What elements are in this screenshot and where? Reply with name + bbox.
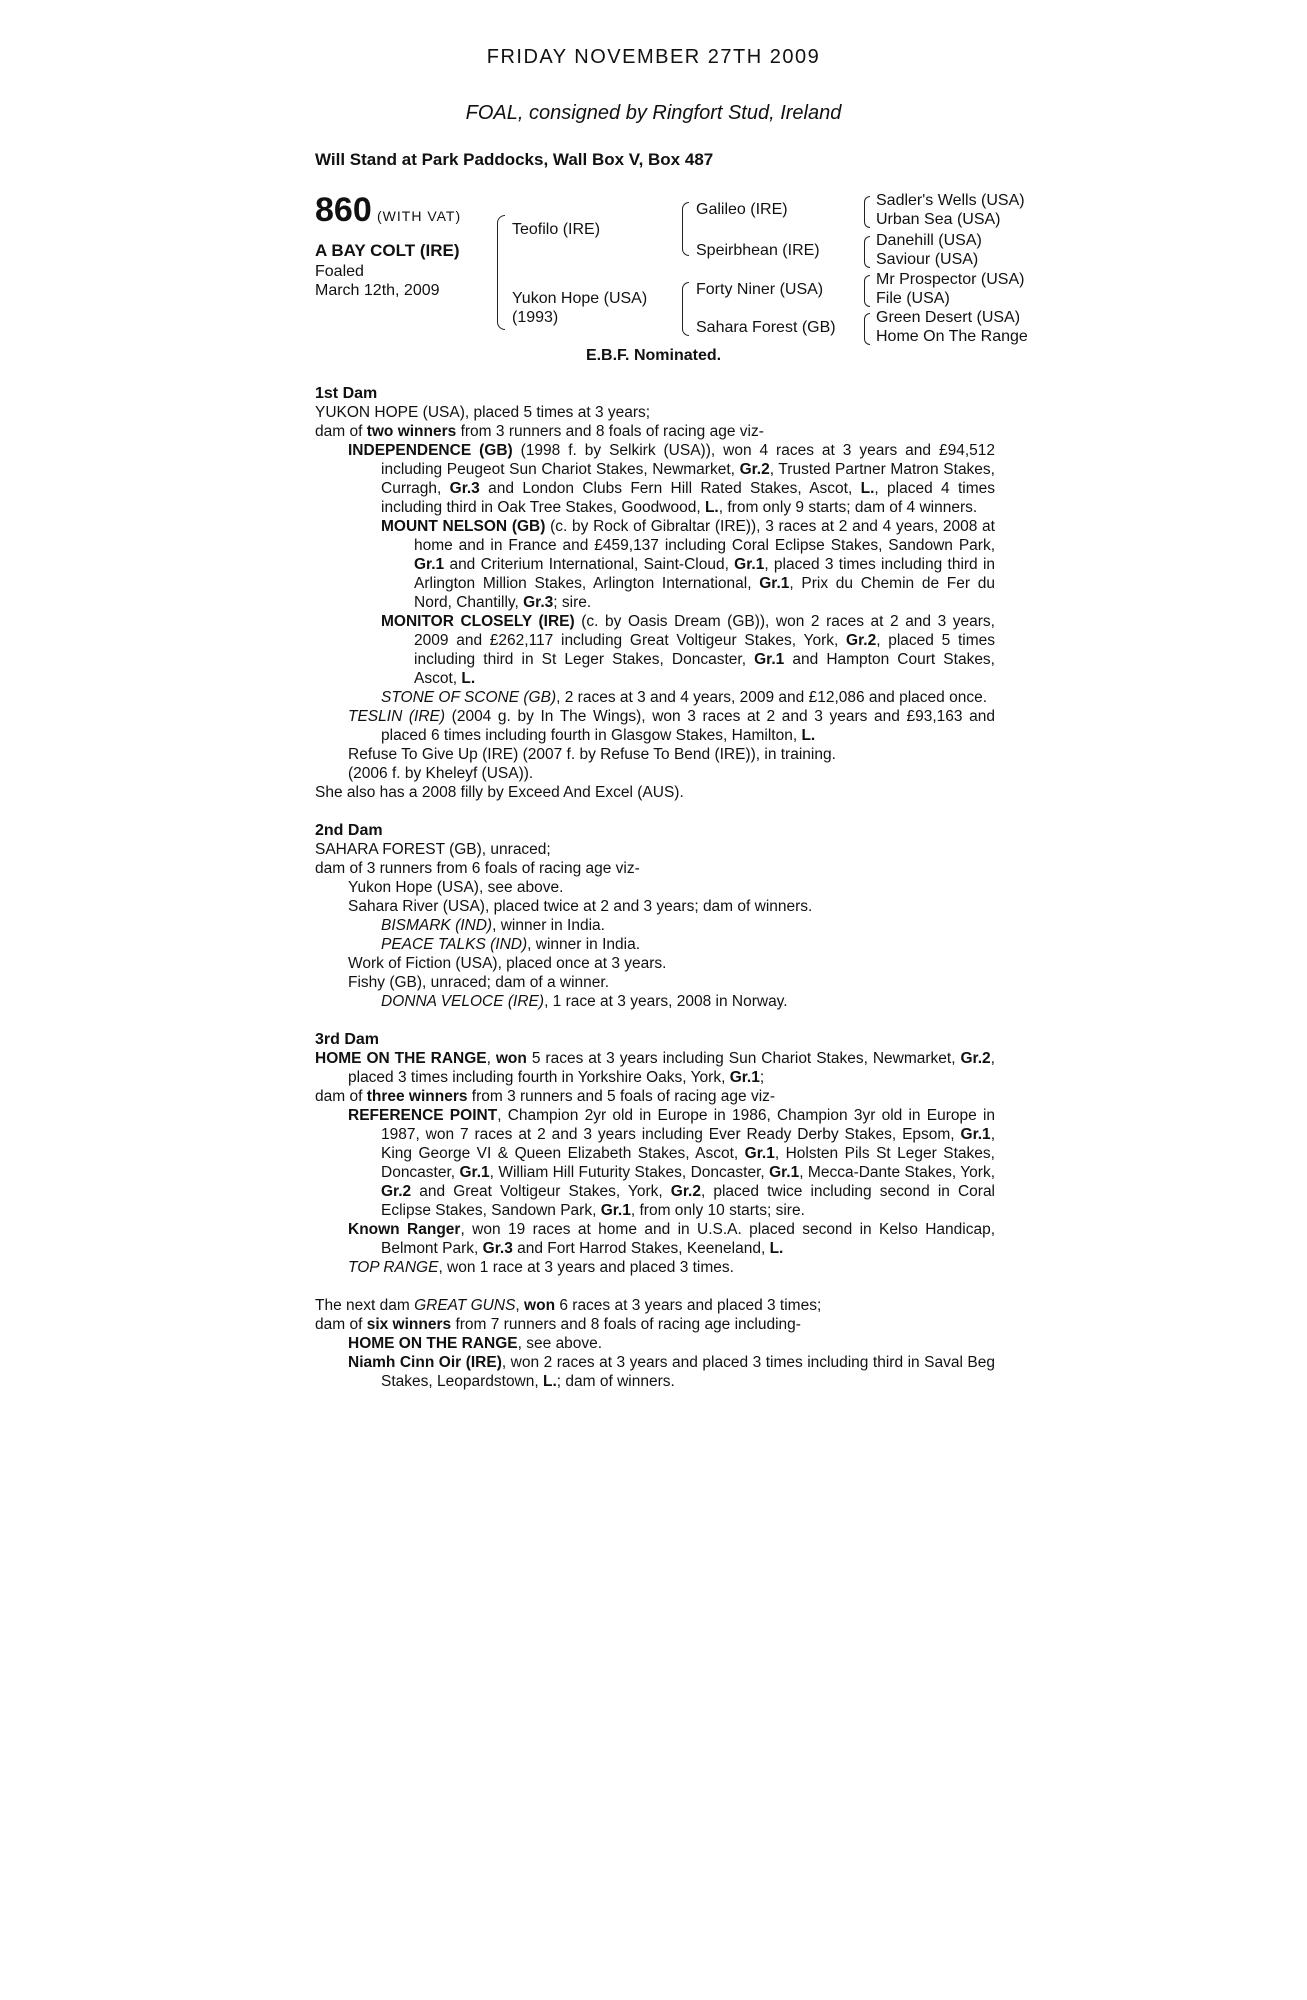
produce-refuse-to-give-up: Refuse To Give Up (IRE) (2007 f. by Refuse To Bend (IRE)), in training.: [348, 746, 836, 763]
produce-known-ranger: Known Ranger, won 19 races at home and in U.S.A. placed second in Kelso Handicap, Belmont Park, Gr.3 and Fort Harrod Stakes, Keeneland, L.: [348, 1221, 995, 1257]
sire-line-brace: [682, 202, 689, 256]
produce-monitor-closely: MONITOR CLOSELY (IRE) (c. by Oasis Dream (GB)), won 2 races at 2 and 3 years, 2009 and £262,117 including Great Voltigeur Stakes, York, Gr.2, placed 5 times including third in St Leger Stakes, Doncaster, Gr.1 and Hampton Court Stakes, Ascot, L.: [381, 613, 995, 687]
vat-note: (WITH VAT): [377, 208, 462, 224]
second-dam-produce-line: dam of 3 runners from 6 foals of racing age viz-: [315, 860, 640, 877]
lot-number: 860: [315, 191, 372, 229]
pedigree-ddd: Home On The Range: [876, 328, 1028, 345]
pedigree-dsd: File (USA): [876, 290, 950, 307]
produce-independence: INDEPENDENCE (GB) (1998 f. by Selkirk (USA)), won 4 races at 3 years and £94,512 including Peugeot Sun Chariot Stakes, Newmarket, Gr.2, Trusted Partner Matron Stakes, Curragh, Gr.3 and London Clubs Fern Hill Rated Stakes, Ascot, L., placed 4 times including third in Oak Tree Stakes, Goodwood, L., from only 9 starts; dam of 4 winners.: [348, 442, 996, 516]
third-dam-heading: 3rd Dam: [315, 1031, 380, 1048]
pedigree-sire: Teofilo (IRE): [512, 221, 601, 238]
produce-teslin: TESLIN (IRE) (2004 g. by In The Wings), won 3 races at 2 and 3 years and £93,163 and placed 6 times including fourth in Glasgow Stakes, Hamilton, L.: [348, 708, 995, 744]
produce-reference-point: REFERENCE POINT, Champion 2yr old in Europe in 1986, Champion 3yr old in Europe in 1987, won 7 races at 2 and 3 years including Ever Ready Derby Stakes, Epsom, Gr.1, King George VI & Queen Elizabeth Stakes, Ascot, Gr.1, Holsten Pils St Leger Stakes, Doncaster, Gr.1, William Hill Futurity Stakes, Doncaster, Gr.1, Mecca-Dante Stakes, York, Gr.2 and Great Voltigeur Stakes, York, Gr.2, placed twice including second in Coral Eclipse Stakes, Sandown Park, Gr.1, from only 10 starts; sire.: [348, 1107, 996, 1219]
produce-kheleyf-filly: (2006 f. by Kheleyf (USA)).: [348, 765, 534, 782]
produce-top-range: TOP RANGE, won 1 race at 3 years and placed 3 times.: [348, 1259, 734, 1276]
second-dam-r2: Sahara River (USA), placed twice at 2 and 3 years; dam of winners.: [348, 898, 813, 915]
foaled-info: [315, 262, 440, 300]
second-dam-r6: Fishy (GB), unraced; dam of a winner.: [348, 974, 610, 991]
foaled-label: Foaled: [315, 263, 364, 280]
sale-date: FRIDAY NOVEMBER 27TH 2009: [486, 46, 821, 68]
ebf-note: E.B.F. Nominated.: [585, 347, 722, 364]
pedigree-ssd: Urban Sea (USA): [876, 211, 1001, 228]
brace-dd: [864, 313, 870, 345]
first-dam-heading: 1st Dam: [315, 385, 378, 402]
second-dam-r7: DONNA VELOCE (IRE), 1 race at 3 years, 2008 in Norway.: [381, 993, 788, 1010]
second-dam-r5: Work of Fiction (USA), placed once at 3 years.: [348, 955, 667, 972]
next-dam-produce-line: dam of six winners from 7 runners and 8 foals of racing age including-: [315, 1316, 801, 1333]
next-dam-home-on-the-range: HOME ON THE RANGE, see above.: [348, 1335, 603, 1352]
consignor-line: FOAL, consigned by Ringfort Stud, Ireland: [465, 102, 842, 124]
second-dam-line: SAHARA FOREST (GB), unraced;: [315, 841, 551, 858]
brace-ds: [864, 275, 870, 307]
pedigree-dam: Yukon Hope (USA): [512, 290, 648, 307]
sire-dam-brace: [497, 215, 505, 330]
pedigree-sd: Speirbhean (IRE): [696, 242, 820, 259]
pedigree-notes: [315, 384, 995, 1391]
first-dam-produce-line: dam of two winners from 3 runners and 8 foals of racing age viz-: [315, 423, 764, 440]
pedigree-ds: Forty Niner (USA): [696, 281, 824, 298]
pedigree-dam-year: (1993): [512, 309, 559, 326]
first-dam-also: She also has a 2008 filly by Exceed And Excel (AUS).: [315, 784, 684, 801]
pedigree-sss: Sadler's Wells (USA): [876, 192, 1025, 209]
second-dam-r4: PEACE TALKS (IND), winner in India.: [381, 936, 641, 953]
pedigree-dds: Green Desert (USA): [876, 309, 1021, 326]
stand-location: Will Stand at Park Paddocks, Wall Box V, Box 487: [315, 150, 714, 169]
dam-line-brace: [682, 282, 689, 336]
next-dam-line: The next dam GREAT GUNS, won 6 races at 3 years and placed 3 times;: [315, 1297, 822, 1314]
produce-stone-of-scone: STONE OF SCONE (GB), 2 races at 3 and 4 years, 2009 and £12,086 and placed once.: [381, 689, 987, 706]
first-dam-line: YUKON HOPE (USA), placed 5 times at 3 years;: [315, 404, 651, 421]
brace-sd: [864, 236, 870, 268]
brace-ss: [864, 196, 870, 228]
third-dam-produce-line: dam of three winners from 3 runners and 5 foals of racing age viz-: [315, 1088, 776, 1105]
pedigree-dss: Mr Prospector (USA): [876, 271, 1025, 288]
second-dam-heading: 2nd Dam: [315, 822, 383, 839]
produce-mount-nelson: MOUNT NELSON (GB) (c. by Rock of Gibraltar (IRE)), 3 races at 2 and 4 years, 2008 at home and in France and £459,137 including Coral Eclipse Stakes, Sandown Park, Gr.1 and Criterium International, Saint-Cloud, Gr.1, placed 3 times including third in Arlington Million Stakes, Arlington International, Gr.1, Prix du Chemin de Fer du Nord, Chantilly, Gr.3; sire.: [381, 518, 996, 611]
produce-niamh-cinn-oir: Niamh Cinn Oir (IRE), won 2 races at 3 years and placed 3 times including third in Saval Beg Stakes, Leopardstown, L.; dam of winners.: [348, 1354, 995, 1390]
third-dam-line: HOME ON THE RANGE, won 5 races at 3 years including Sun Chariot Stakes, Newmarket, Gr.2, placed 3 times including fourth in Yorkshire Oaks, York, Gr.1;: [315, 1050, 995, 1086]
pedigree-dd: Sahara Forest (GB): [696, 319, 836, 336]
second-dam-r1: Yukon Hope (USA), see above.: [348, 879, 564, 896]
pedigree-sdd: Saviour (USA): [876, 251, 979, 268]
lot-name: A BAY COLT (IRE): [315, 241, 460, 260]
second-dam-r3: BISMARK (IND), winner in India.: [381, 917, 605, 934]
foaled-date: March 12th, 2009: [315, 282, 440, 299]
pedigree-ss: Galileo (IRE): [696, 201, 788, 218]
pedigree-sds: Danehill (USA): [876, 232, 982, 249]
